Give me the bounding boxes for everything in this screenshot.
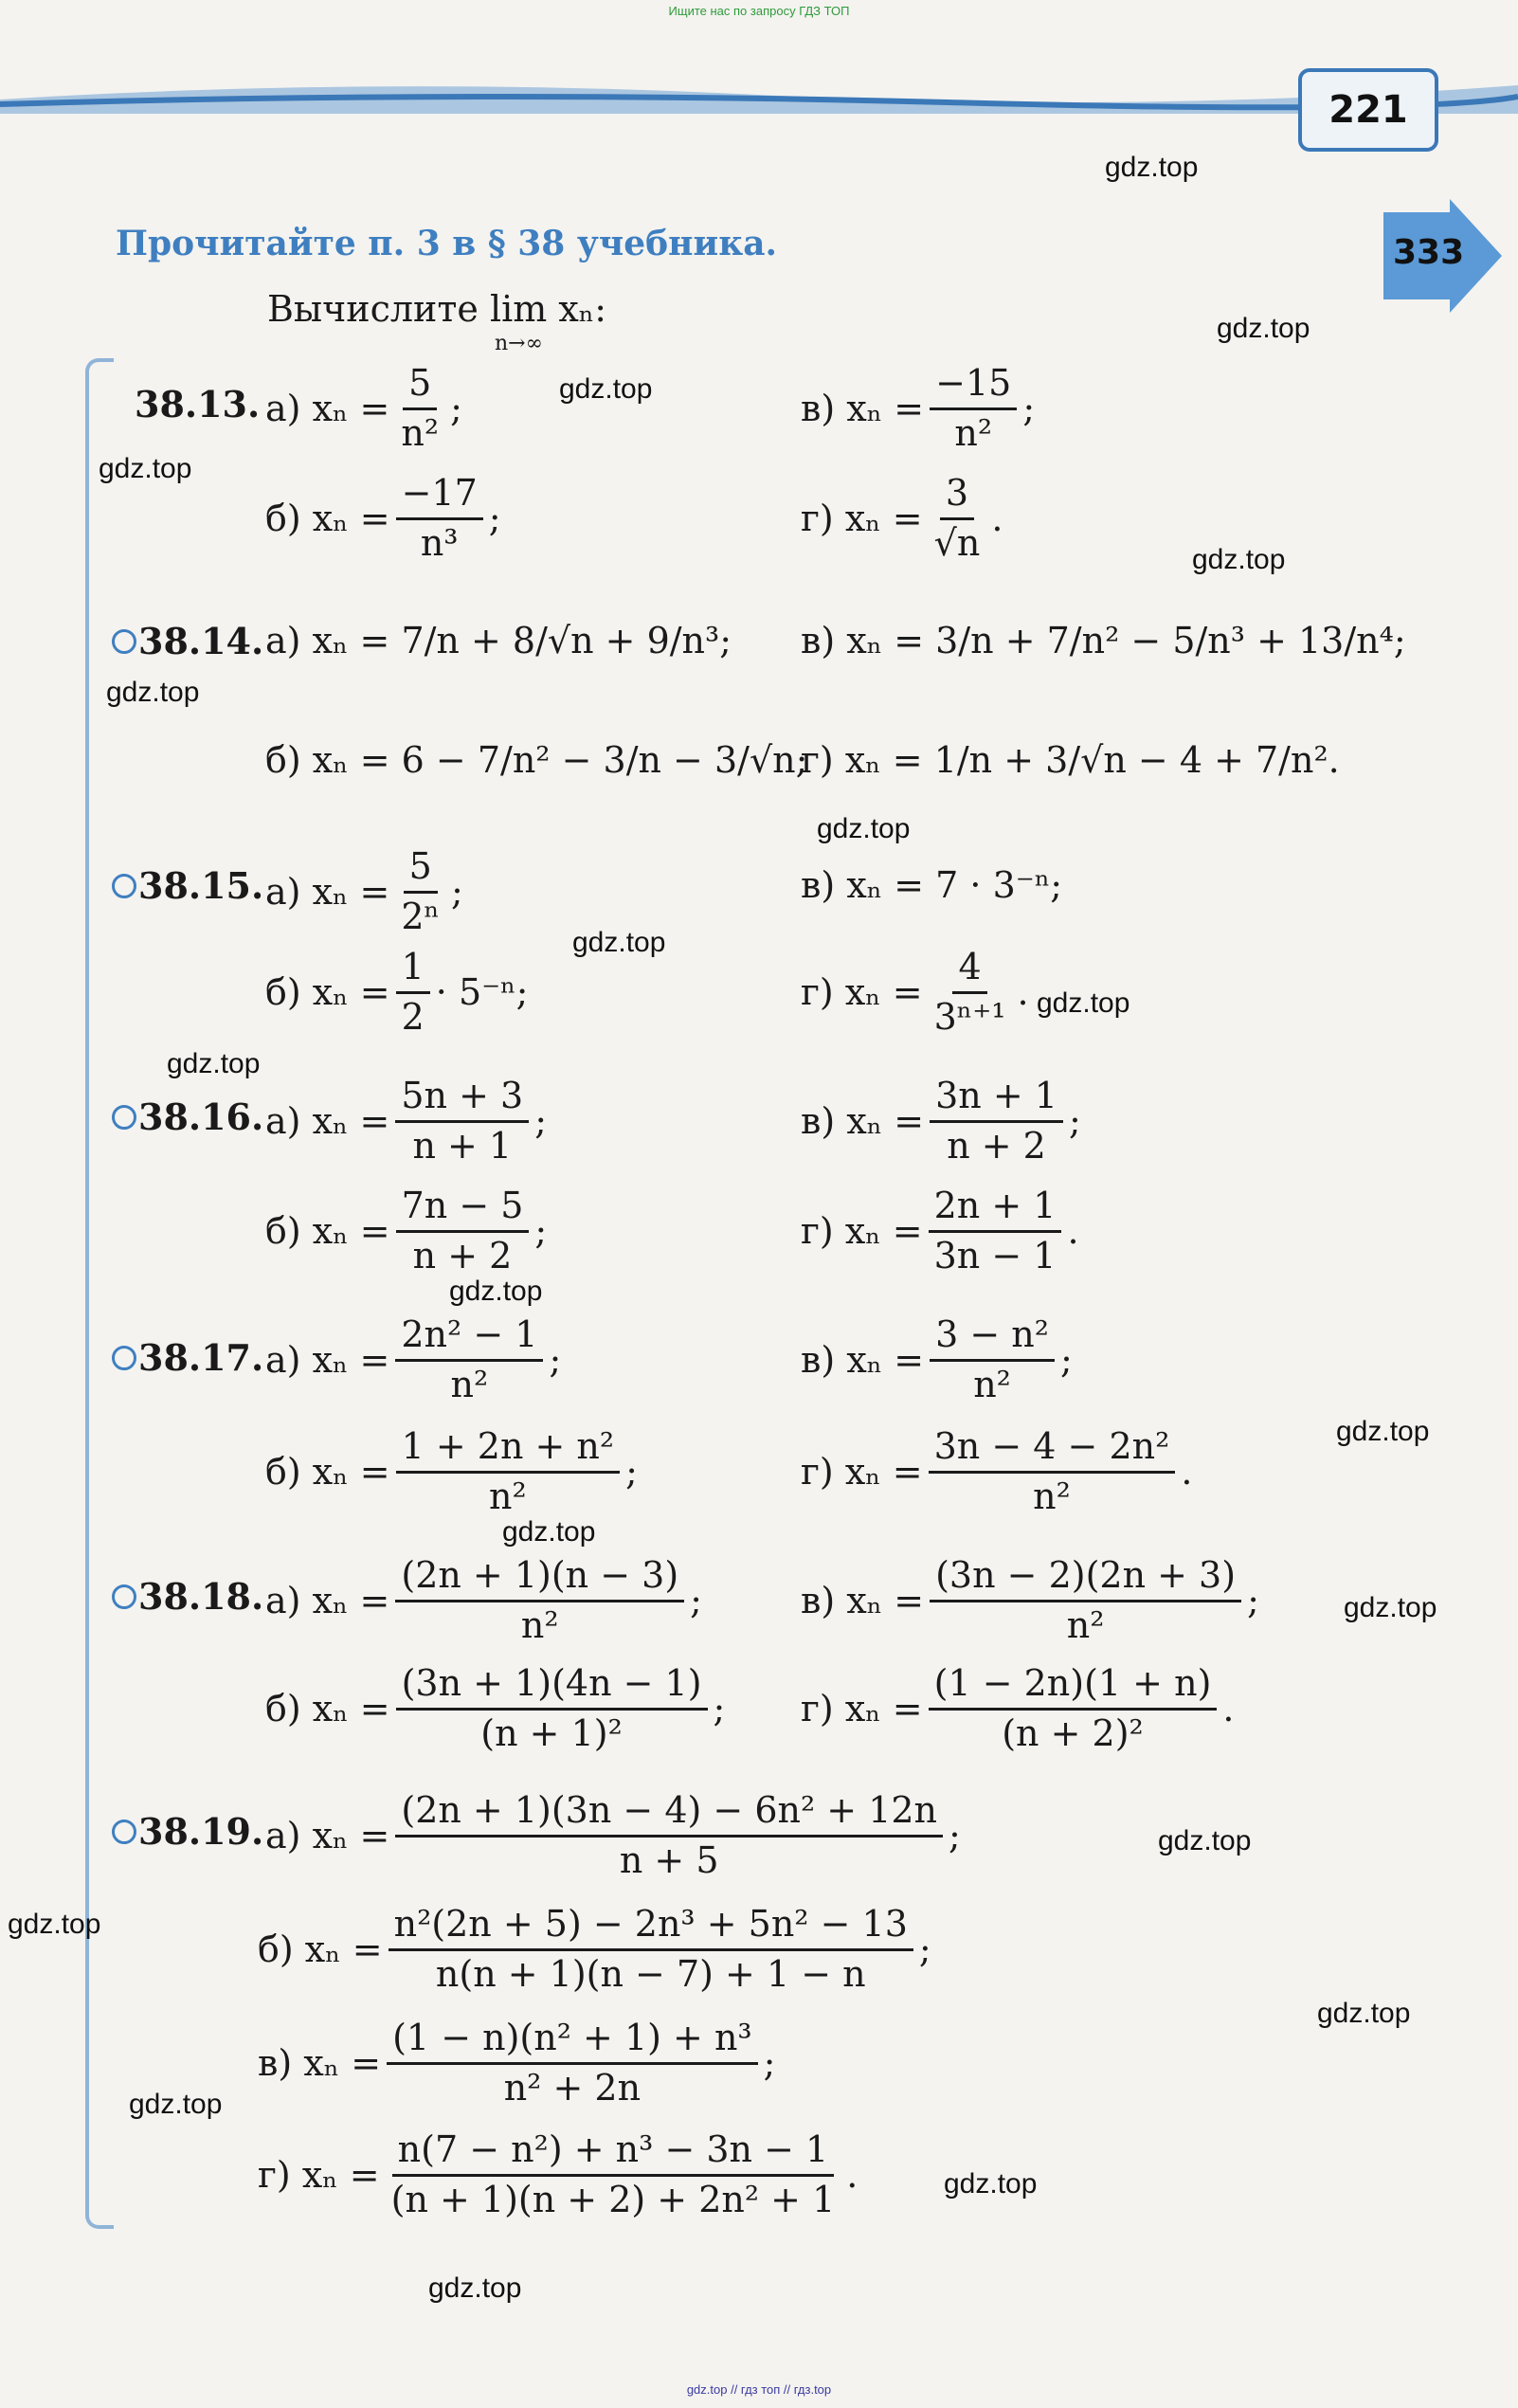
problem-item: в) xₙ = $\frac{(3n - 2)(2n + 3)}{\text{n²}}$ ; [801, 1554, 1259, 1646]
lim-subscript: n→∞ [495, 332, 543, 355]
problem-item: г) xₙ = $\frac{2n + 1}{3n - 1}$ . [801, 1185, 1079, 1276]
watermark: gdz.top [1158, 1825, 1252, 1856]
intro-label: Вычислите lim xₙ: [267, 288, 607, 330]
problem-item: в) xₙ = 3/n + 7/n² − 5/n³ + 13/n⁴; [801, 620, 1406, 661]
problem-item: а) xₙ = $\frac{5}{\text{2ⁿ}}$ ; [265, 845, 463, 937]
watermark: gdz.top [449, 1276, 543, 1307]
exercise-bracket [85, 358, 114, 2229]
watermark: gdz.top [1336, 1416, 1430, 1447]
problem-item: б) xₙ = $\frac{-17}{\text{n³}}$ ; [265, 472, 501, 564]
problem-item: б) xₙ = $\frac{(3n + 1)(4n - 1)}{\text{(n + 1)²}}$ ; [265, 1662, 726, 1754]
problem-number: 38.13. [135, 383, 261, 425]
problem-item: б) xₙ = $\frac{\text{1 + 2n + n²}}{\text{n²}}$ ; [265, 1425, 638, 1517]
problem-item: а) xₙ = $\frac{(2n + 1)(n - 3)}{\text{n²}}$ ; [265, 1554, 702, 1646]
watermark: gdz.top [1344, 1592, 1437, 1623]
watermark: gdz.top [167, 1048, 261, 1079]
watermark: gdz.top [944, 2168, 1038, 2200]
problem-item: в) xₙ = $\frac{\text{3 − n²}}{\text{n²}}$ ; [801, 1313, 1073, 1405]
problem-item: г) xₙ = 1/n + 3/√n − 4 + 7/n². [801, 739, 1340, 781]
header-band [0, 28, 1518, 114]
watermark: gdz.top [8, 1909, 101, 1940]
watermark: gdz.top [572, 927, 666, 958]
problem-item: в) xₙ = 7 · 3⁻ⁿ; [801, 864, 1063, 906]
watermark: gdz.top [1192, 544, 1286, 575]
problem-item: а) xₙ = $\frac{5}{\text{n²}}$ ; [265, 362, 462, 454]
problem-item: г) xₙ = $\frac{\text{3n − 4 − 2n²}}{\text{n²}}$ . [801, 1425, 1193, 1517]
problem-number: 38.18. [112, 1575, 263, 1618]
problem-item: г) xₙ = $\frac{\text{n(7 − n²) + n³ − 3n − 1}}{\text{(n + 1)(n + 2) + 2n² + 1}}$ . [258, 2128, 858, 2220]
problem-item: а) xₙ = 7/n + 8/√n + 9/n³; [265, 620, 732, 661]
watermark: gdz.top [129, 2089, 223, 2120]
watermark: gdz.top [106, 677, 200, 708]
problem-number: 38.19. [112, 1810, 263, 1853]
problem-item: а) xₙ = $\frac{5n + 3}{n + 1}$ ; [265, 1075, 548, 1167]
problem-item: в) xₙ = $\frac{3n + 1}{n + 2}$ ; [801, 1075, 1081, 1167]
watermark: gdz.top [817, 813, 911, 844]
problem-item: г) xₙ = $\frac{(1 - 2n)(1 + n)}{\text{(n + 2)²}}$ . [801, 1662, 1235, 1754]
watermark: gdz.top [1037, 987, 1130, 1019]
bottom-note: gdz.top // гдз топ // гдз.top [686, 2382, 832, 2397]
section-badge-number: 333 [1393, 233, 1465, 272]
problem-item: а) xₙ = $\frac{\text{(2n + 1)(3n − 4) − 6n² + 12n}}{n + 5}$ ; [265, 1789, 961, 1881]
problem-item: в) xₙ = $\frac{\text{(1 − n)(n² + 1) + n³}}{\text{n² + 2n}}$ ; [258, 2017, 776, 2109]
problem-number: 38.15. [112, 864, 263, 907]
watermark: gdz.top [99, 453, 192, 484]
problem-item: б) xₙ = $\frac{1}{2}$ · 5⁻ⁿ; [265, 946, 529, 1038]
watermark: gdz.top [428, 2272, 522, 2304]
watermark: gdz.top [559, 373, 653, 405]
problem-item: а) xₙ = $\frac{\text{2n² − 1}}{\text{n²}}$ ; [265, 1313, 562, 1405]
problem-number: 38.16. [112, 1095, 263, 1138]
section-title: Прочитайте п. 3 в § 38 учебника. [116, 224, 778, 263]
page-number: 221 [1298, 68, 1438, 152]
problem-item: б) xₙ = $\frac{7n - 5}{n + 2}$ ; [265, 1185, 548, 1276]
problem-number: 38.17. [112, 1336, 263, 1379]
problem-item: г) xₙ = $\frac{3}{√n}$ . [801, 472, 1003, 564]
problem-number: 38.14. [112, 620, 263, 662]
watermark: gdz.top [1105, 152, 1199, 183]
intro-text [267, 288, 607, 355]
problem-item: в) xₙ = $\frac{-15}{\text{n²}}$ ; [801, 362, 1036, 454]
problem-item: б) xₙ = 6 − 7/n² − 3/n − 3/√n; [265, 739, 808, 781]
problem-item: б) xₙ = $\frac{\text{n²(2n + 5) − 2n³ + 5n² − 13}}{n(n + 1)(n - 7) + 1 - n}$ ; [258, 1903, 931, 1995]
problem-item: г) xₙ = $\frac{4}{\text{3ⁿ⁺¹}}$ . [801, 946, 1029, 1038]
watermark: gdz.top [502, 1516, 596, 1548]
top-note: Ищите нас по запросу ГДЗ ТОП [668, 4, 850, 18]
watermark: gdz.top [1317, 1998, 1411, 2029]
watermark: gdz.top [1217, 313, 1310, 344]
